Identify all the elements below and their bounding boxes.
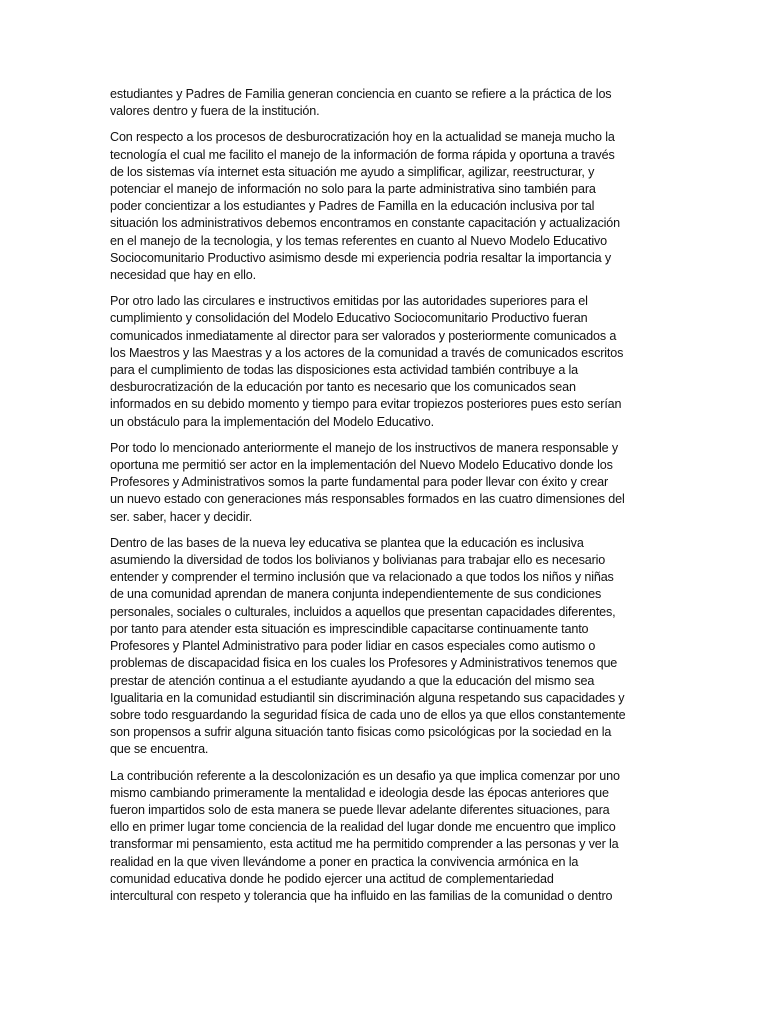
paragraph-5: Dentro de las bases de la nueva ley educativa se plantea que la educación es inclusiva asumiendo la diversidad de todos los bolivianos y bolivianas para trabajar ello es necesario entender y comprender el termino inclusión que va relacionado a que todos los niños y niñas de una comunidad aprendan de manera conjunta independientemente de sus condiciones personales, sociales o culturales, incluidos a aquellos que presentan capacidades diferentes, por tanto para atender esta situación es imprescindible capacitarse continuamente tanto Profesores y Plantel Administrativo para poder lidiar en casos especiales como autismo o problemas de discapacidad fisica en los cuales los Profesores y Administrativos tenemos que prestar de atención continua a el estudiante ayudando a que la educación del mismo sea Igualitaria en la comunidad estudiantil sin discriminación alguna respetando sus capacidades y sobre todo resguardando la seguridad física de cada uno de ellos ya que ellos constantemente son propensos a sufrir alguna situación tanto fisicas como psicológicas por la sociedad en la que se encuentra.: [110, 535, 626, 757]
paragraph-2: Con respecto a los procesos de desburocratización hoy en la actualidad se maneja mucho la tecnología el cual me facilito el manejo de la información de forma rápida y oportuna a través de los sistemas vía internet esta situación me ayudo a simplificar, agilizar, reestructurar, y potenciar el manejo de información no solo para la parte administrativa sino también para poder concientizar a los estudiantes y Padres de Familla en la educación inclusiva por tal situación los administrativos debemos encontramos en constante capacitación y actualización en el manejo de la tecnologia, y los temas referentes en cuanto al Nuevo Modelo Educativo Sociocomunitario Productivo asimismo desde mi experiencia podria resaltar la importancia y necesidad que hay en ello.: [110, 130, 620, 283]
paragraph-1: estudiantes y Padres de Familia generan conciencia en cuanto se refiere a la práctica de los valores dentro y fuera de la institución.: [110, 87, 612, 119]
paragraph-6: La contribución referente a la descolonización es un desafio ya que implica comenzar por uno mismo cambiando primeramente la mentalidad e ideologia desde las épocas anteriores que fueron impartidos solo de esta manera se puede llevar adelante diferentes situaciones, para ello en primer lugar tome conciencia de la realidad del lugar donde me encuentro que implico transformar mi pensamiento, esta actitud me ha permitido comprender a las personas y ver la realidad en la que viven llevándome a poner en practica la convivencia armónica en la comunidad educativa donde he podido ejercer una actitud de complementariedad intercultural con respeto y tolerancia que ha influido en las familias de la comunidad o dentro: [110, 768, 620, 903]
document-page: [110, 86, 658, 914]
paragraph-3: Por otro lado las circulares e instructivos emitidas por las autoridades superiores para el cumplimiento y consolidación del Modelo Educativo Sociocomunitario Productivo fueran comunicados inmediatamente al director para ser valorados y posteriormente comunicados a los Maestros y las Maestras y a los actores de la comunidad a través de comunicados escritos para el cumplimiento de todas las disposiciones esta actividad también contribuye a la desburocratización de la educación por tanto es necesario que los comunicados sean informados en su debido momento y tiempo para evitar tropiezos posteriores pues esto serían un obstáculo para la implementación del Modelo Educativo.: [110, 294, 624, 429]
paragraph-4: Por todo lo mencionado anteriormente el manejo de los instructivos de manera responsable y oportuna me permitió ser actor en la implementación del Nuevo Modelo Educativo donde los Profesores y Administrativos somos la parte fundamental para poder llevar con éxito y crear un nuevo estado con generaciones más responsables formados en las cuatro dimensiones del ser. saber, hacer y decidir.: [110, 440, 625, 524]
